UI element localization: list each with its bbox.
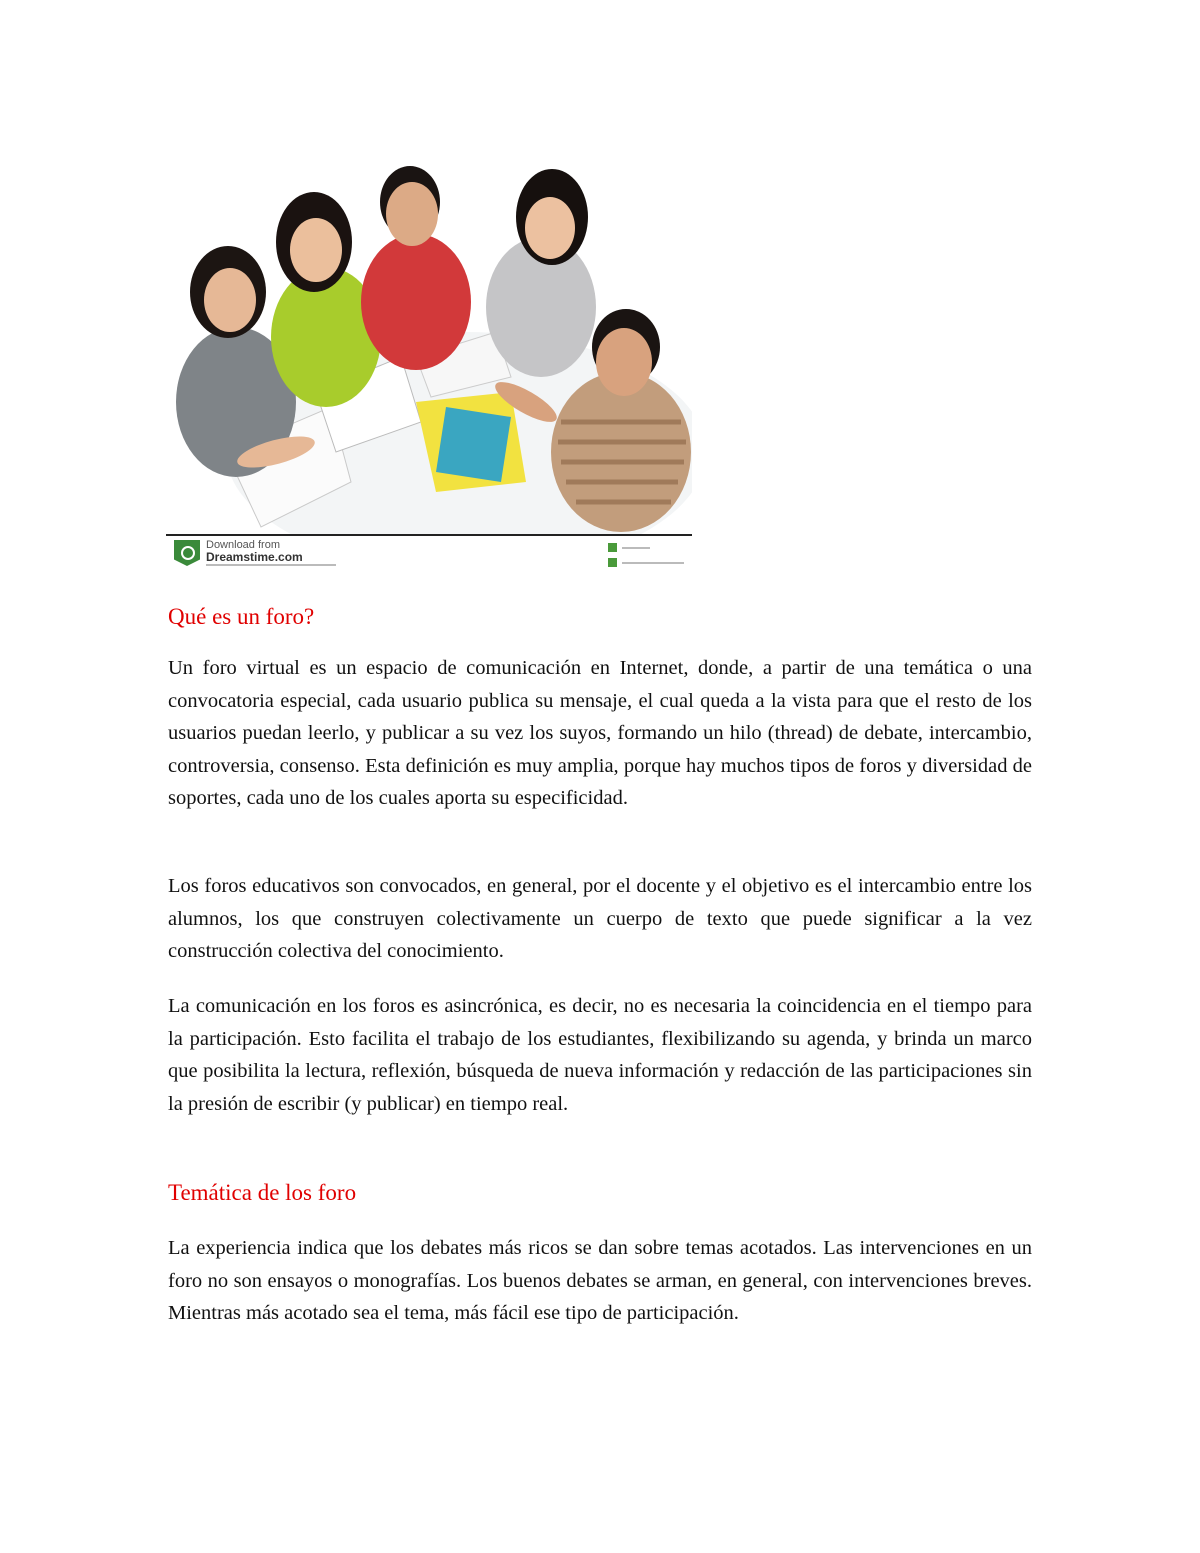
heading-tematica: Temática de los foro xyxy=(168,1180,357,1205)
students-illustration xyxy=(166,152,692,534)
image-id-row xyxy=(608,543,688,553)
watermark-fine-print xyxy=(206,564,336,566)
paragraph-1: Un foro virtual es un espacio de comunicación en Internet, donde, a partir de una temática o una convocatoria especial, cada usuario publica su mensaje, el cual queda a la vista para que el resto de los usuarios puedan leerlo, y publicar a su vez los suyos, formando un hilo (thread) de debate, intercambio, controversia, consenso. Esta definición es muy amplia, porque hay muchos tipos de foros y diversidad de soportes, cada uno de los cuales aporta su especificidad. xyxy=(168,657,1032,809)
id-line xyxy=(622,547,650,549)
dreamstime-logo-icon xyxy=(174,540,200,566)
watermark-line-2: Dreamstime.com xyxy=(206,550,303,564)
students-photo xyxy=(166,152,692,570)
paragraph-2: Los foros educativos son convocados, en general, por el docente y el objetivo es el intercambio entre los alumnos, los que construyen colectivamente un cuerpo de texto que puede significar a la vez construcción colectiva del conocimiento. xyxy=(168,875,1032,962)
id-square-icon xyxy=(608,543,617,552)
paragraph-3: La comunicación en los foros es asincrónica, es decir, no es necesaria la coincidencia en el tiempo para la participación. Esto facilita el trabajo de los estudiantes, flexibilizando su agenda, y brinda un marco que posibilita la lectura, reflexión, búsqueda de nueva información y redacción de las participaciones sin la presión de escribir (y publicar) en tiempo real. xyxy=(168,995,1032,1115)
author-line xyxy=(622,562,684,564)
watermark-line-1: Download from xyxy=(206,539,280,551)
paragraph-4: La experiencia indica que los debates más ricos se dan sobre temas acotados. Las intervenciones en un foro no son ensayos o monografías. Los buenos debates se arman, en general, con intervenciones breves. Mientras más acotado sea el tema, más fácil ese tipo de participación. xyxy=(168,1237,1032,1324)
author-square-icon xyxy=(608,558,617,567)
stock-watermark-strip xyxy=(166,534,692,570)
author-row xyxy=(608,558,688,568)
heading-que-es-un-foro: Qué es un foro? xyxy=(168,604,315,629)
